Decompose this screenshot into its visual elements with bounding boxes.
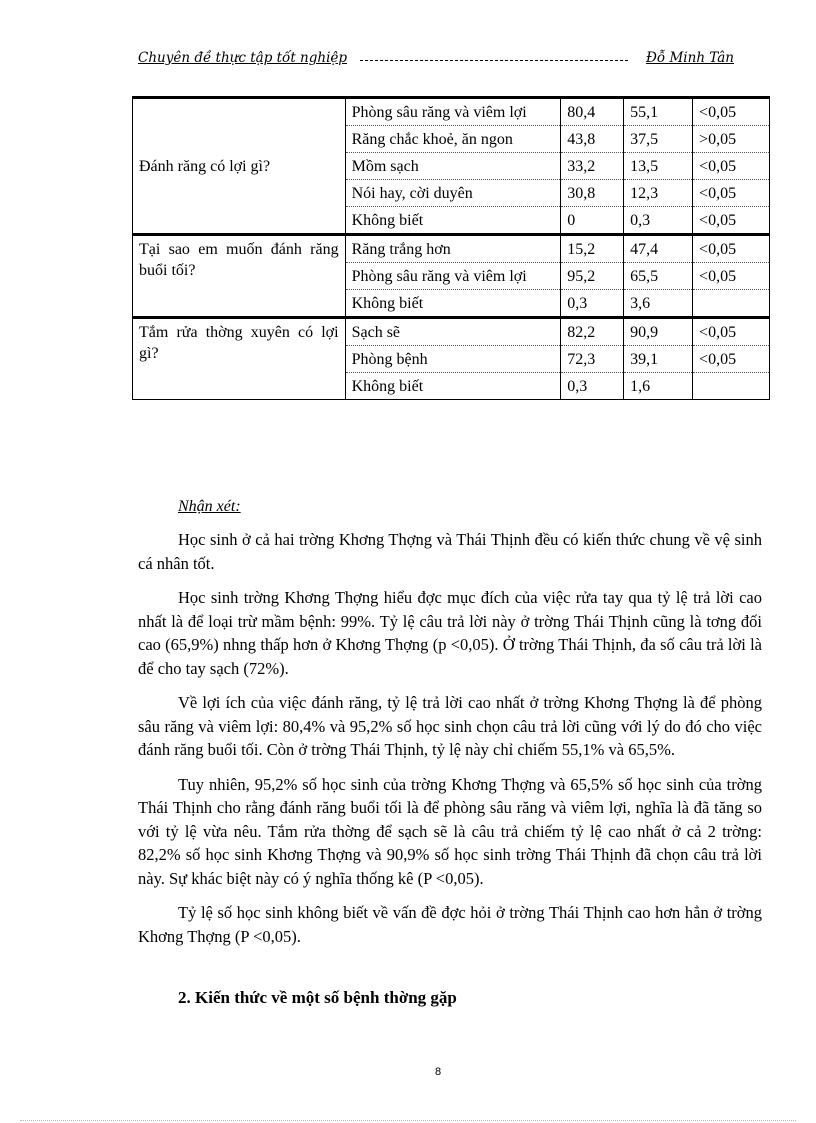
paragraph: Tỷ lệ số học sinh không biết về vấn đề đợc hỏi ở trờng Thái Thịnh cao hơn hẳn ở trờng Khơng Thợng (P <0,05).	[138, 903, 762, 946]
p-value-cell	[693, 373, 770, 400]
answer-cell: Răng trắng hơn	[345, 235, 561, 263]
section-heading: 2. Kiến thức về một số bệnh thờng gặp	[178, 988, 457, 1007]
survey-table	[132, 96, 770, 400]
table-row	[133, 318, 770, 346]
value-cell: 12,3	[624, 180, 693, 207]
value-cell: 82,2	[561, 318, 624, 346]
paragraph: Về lợi ích của việc đánh răng, tỷ lệ trả lời cao nhất ở trờng Khơng Thợng là để phòng sâu răng và viêm lợi: 80,4% và 95,2% số học sinh chọn câu trả lời cũng với lý do đó cho việc đánh răng buổi tối. Còn ở trờng Thái Thịnh, tỷ lệ này chỉ chiếm 55,1% và 65,5%.	[138, 693, 762, 759]
value-cell: 55,1	[624, 98, 693, 126]
answer-cell: Không biết	[345, 373, 561, 400]
value-cell: 39,1	[624, 346, 693, 373]
value-cell: 0,3	[561, 290, 624, 318]
p-value-cell: <0,05	[693, 98, 770, 126]
answer-cell: Không biết	[345, 207, 561, 235]
value-cell: 65,5	[624, 263, 693, 290]
paragraph: Học sinh trờng Khơng Thợng hiểu đợc mục đích của việc rửa tay qua tỷ lệ trả lời cao nhất là để loại trừ mầm bệnh: 99%. Tỷ lệ câu trả lời này ở trờng Thái Thịnh cũng là tơng đối cao (65,9%) nhng thấp hơn ở Khơng Thợng (p <0,05). Ở trờng Thái Thịnh, đa số câu trả lời là để cho tay sạch (72%).	[138, 588, 762, 678]
p-value-cell: <0,05	[693, 318, 770, 346]
value-cell: 47,4	[624, 235, 693, 263]
p-value-cell: <0,05	[693, 263, 770, 290]
answer-cell: Phòng bệnh	[345, 346, 561, 373]
page-bottom-line	[20, 1120, 796, 1121]
answer-cell: Nói hay, cời duyên	[345, 180, 561, 207]
p-value-cell: <0,05	[693, 180, 770, 207]
answer-cell: Sạch sẽ	[345, 318, 561, 346]
paragraph: Tuy nhiên, 95,2% số học sinh của trờng Khơng Thợng và 65,5% số học sinh của trờng Thái Thịnh cho rằng đánh răng buổi tối là để phòng sâu răng và viêm lợi, nghĩa là đã tăng so với tỷ lệ vừa nêu. Tắm rửa thờng để sạch sẽ là câu trả chiếm tỷ lệ cao nhất ở cả 2 trờng: 82,2% số học sinh Khơng Thợng và 90,9% số học sinh trờng Thái Thịnh đã chọn câu trả lời này. Sự khác biệt này có ý nghĩa thống kê (P <0,05).	[138, 774, 762, 888]
paragraph: Học sinh ở cả hai trờng Khơng Thợng và Thái Thịnh đều có kiến thức chung về vệ sinh cá nhân tốt.	[138, 530, 762, 573]
value-cell: 30,8	[561, 180, 624, 207]
header-title: Chuyên đề thực tập tốt nghiệp	[138, 50, 348, 66]
value-cell: 0,3	[624, 207, 693, 235]
remark-label: Nhận xét:	[178, 498, 241, 515]
question-cell: Đánh răng có lợi gì?	[133, 98, 346, 235]
value-cell: 15,2	[561, 235, 624, 263]
value-cell: 80,4	[561, 98, 624, 126]
value-cell: 13,5	[624, 153, 693, 180]
value-cell: 90,9	[624, 318, 693, 346]
value-cell: 0,3	[561, 373, 624, 400]
question-cell: Tại sao em muốn đánh răng buổi tối?	[133, 235, 346, 318]
answer-cell: Phòng sâu răng và viêm lợi	[345, 98, 561, 126]
value-cell: 0	[561, 207, 624, 235]
answer-cell: Mồm sạch	[345, 153, 561, 180]
table-row	[133, 235, 770, 263]
value-cell: 43,8	[561, 126, 624, 153]
header-author: Đỗ Minh Tân	[646, 50, 734, 66]
page-number: 8	[434, 1066, 442, 1078]
p-value-cell: <0,05	[693, 235, 770, 263]
value-cell: 1,6	[624, 373, 693, 400]
answer-cell: Không biết	[345, 290, 561, 318]
p-value-cell: <0,05	[693, 153, 770, 180]
question-cell: Tắm rửa thờng xuyên có lợi gì?	[133, 318, 346, 400]
answer-cell: Răng chắc khoẻ, ăn ngon	[345, 126, 561, 153]
value-cell: 33,2	[561, 153, 624, 180]
value-cell: 72,3	[561, 346, 624, 373]
answer-cell: Phòng sâu răng và viêm lợi	[345, 263, 561, 290]
value-cell: 37,5	[624, 126, 693, 153]
p-value-cell: >0,05	[693, 126, 770, 153]
page-header	[138, 48, 738, 70]
p-value-cell: <0,05	[693, 346, 770, 373]
table-row	[133, 98, 770, 126]
value-cell: 3,6	[624, 290, 693, 318]
value-cell: 95,2	[561, 263, 624, 290]
header-leader-line	[360, 60, 628, 61]
p-value-cell: <0,05	[693, 207, 770, 235]
body-text	[138, 528, 762, 959]
p-value-cell	[693, 290, 770, 318]
